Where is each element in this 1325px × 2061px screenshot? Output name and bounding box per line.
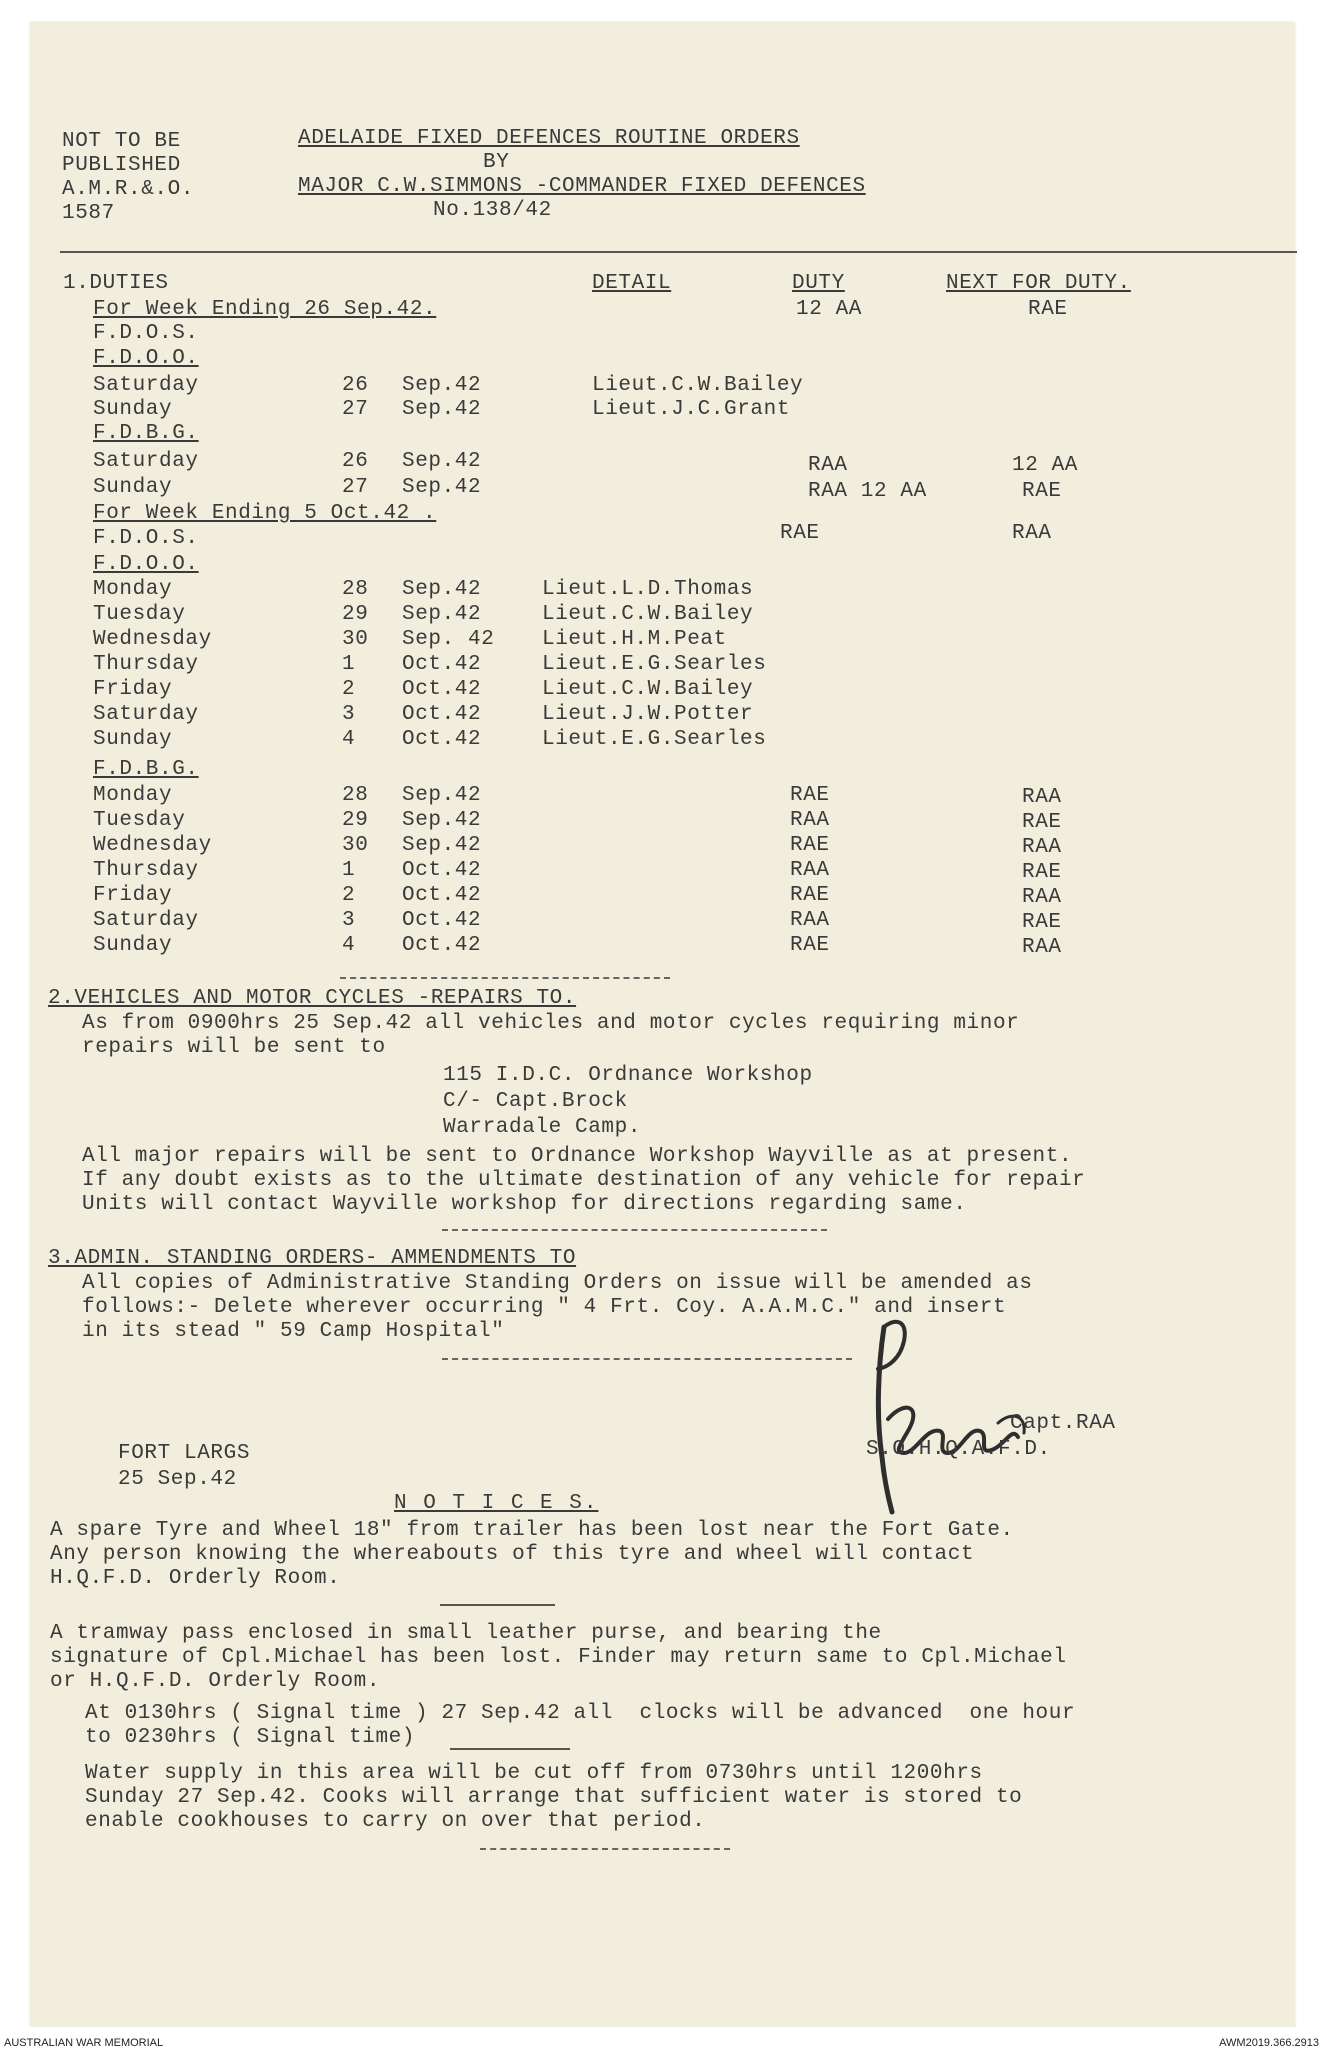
vehicles-address-2: C/- Capt.Brock <box>443 1090 628 1113</box>
footer <box>0 2027 1325 2061</box>
notice-water-line-3: enable cookhouses to carry on over that period. <box>85 1810 706 1833</box>
w2-fdbg-next-4: RAA <box>1022 886 1062 909</box>
page-title: ADELAIDE FIXED DEFENCES ROUTINE ORDERS <box>298 127 800 150</box>
w1-fdbg-next-0: 12 AA <box>1012 454 1079 477</box>
w2-fdoo-day-6: Sunday <box>93 728 173 751</box>
header-divider <box>60 251 1297 253</box>
w2-fdoo-detail-2: Lieut.H.M.Peat <box>542 628 727 651</box>
w2-fdbg-next-5: RAE <box>1022 911 1062 934</box>
notice-water-line-1: Water supply in this area will be cut off from 0730hrs until 1200hrs <box>85 1762 983 1785</box>
w2-fdoo-month-0: Sep.42 <box>402 578 482 601</box>
place-name: FORT LARGS <box>118 1442 251 1465</box>
w2-fdbg-next-0: RAA <box>1022 786 1062 809</box>
w2-fdbg-date-0: 28 <box>342 784 369 807</box>
w2-fdbg-month-0: Sep.42 <box>402 784 482 807</box>
duties-heading: 1.DUTIES <box>63 272 169 295</box>
week2-fdbg: F.D.B.G. <box>93 758 199 781</box>
w1-fdbg-month-0: Sep.42 <box>402 450 482 473</box>
w1-fdbg-duty-1: RAA 12 AA <box>808 480 927 503</box>
vehicles-line-2: repairs will be sent to <box>82 1036 386 1059</box>
w2-fdbg-day-4: Friday <box>93 884 173 907</box>
col-next-header: NEXT FOR DUTY. <box>946 272 1131 295</box>
restriction-line-4: 1587 <box>62 202 115 225</box>
w2-fdbg-day-1: Tuesday <box>93 809 186 832</box>
w2-fdoo-date-3: 1 <box>342 653 356 676</box>
signature-office: S.O.H.Q.A.F.D. <box>866 1438 1051 1461</box>
w2-fdoo-month-5: Oct.42 <box>402 703 482 726</box>
w2-fdbg-day-5: Saturday <box>93 909 199 932</box>
notice-purse-line-3: or H.Q.F.D. Orderly Room. <box>50 1670 381 1693</box>
w2-fdoo-date-2: 30 <box>342 628 369 651</box>
admin-heading: 3.ADMIN. STANDING ORDERS- AMMENDMENTS TO <box>48 1247 577 1270</box>
w2-fdbg-month-5: Oct.42 <box>402 909 482 932</box>
week1-duty: 12 AA <box>796 298 863 321</box>
vehicles-address-1: 115 I.D.C. Ordnance Workshop <box>443 1064 813 1087</box>
w2-fdoo-detail-3: Lieut.E.G.Searles <box>542 653 767 676</box>
week2-next: RAA <box>1012 522 1052 545</box>
notice-purse-line-1: A tramway pass enclosed in small leather purse, and bearing the <box>50 1622 882 1645</box>
footer-accession-number: AWM2019.366.2913 <box>1219 2037 1319 2049</box>
w2-fdbg-date-2: 30 <box>342 834 369 857</box>
w2-fdbg-month-1: Sep.42 <box>402 809 482 832</box>
w2-fdbg-duty-6: RAE <box>790 934 830 957</box>
notice-tyre-line-2: Any person knowing the whereabouts of this tyre and wheel will contact <box>50 1543 975 1566</box>
admin-line-3: in its stead " 59 Camp Hospital" <box>82 1320 505 1343</box>
notice-tyre-line-1: A spare Tyre and Wheel 18" from trailer has been lost near the Fort Gate. <box>50 1519 1014 1542</box>
w2-fdbg-duty-0: RAE <box>790 784 830 807</box>
w2-fdbg-next-2: RAA <box>1022 836 1062 859</box>
w2-fdoo-date-0: 28 <box>342 578 369 601</box>
w1-fdoo-day-1: Sunday <box>93 398 173 421</box>
w2-fdoo-date-1: 29 <box>342 603 369 626</box>
w2-fdoo-detail-4: Lieut.C.W.Bailey <box>542 678 754 701</box>
restriction-line-2: PUBLISHED <box>62 154 181 177</box>
week1-fdbg: F.D.B.G. <box>93 422 199 445</box>
signature-rank: Capt.RAA <box>1010 1412 1116 1435</box>
notice-tyre-line-3: H.Q.F.D. Orderly Room. <box>50 1567 341 1590</box>
admin-line-2: follows:- Delete wherever occurring " 4 Frt. Coy. A.A.M.C." and insert <box>82 1296 1007 1319</box>
w2-fdoo-date-5: 3 <box>342 703 356 726</box>
restriction-line-3: A.M.R.&.O. <box>62 178 195 201</box>
notice-divider-2 <box>450 1748 570 1750</box>
w2-fdbg-duty-5: RAA <box>790 909 830 932</box>
w2-fdoo-day-5: Saturday <box>93 703 199 726</box>
w2-fdbg-duty-1: RAA <box>790 809 830 832</box>
vehicles-line-5: Units will contact Wayville workshop for directions regarding same. <box>82 1193 967 1216</box>
col-duty-header: DUTY <box>792 272 845 295</box>
w1-fdbg-date-1: 27 <box>342 476 369 499</box>
w2-fdoo-day-0: Monday <box>93 578 173 601</box>
w1-fdoo-date-1: 27 <box>342 398 369 421</box>
admin-line-1: All copies of Administrative Standing Orders on issue will be amended as <box>82 1272 1033 1295</box>
w2-fdoo-detail-1: Lieut.C.W.Bailey <box>542 603 754 626</box>
w1-fdbg-duty-0: RAA <box>808 454 848 477</box>
w1-fdoo-month-0: Sep.42 <box>402 374 482 397</box>
col-detail-header: DETAIL <box>592 272 672 295</box>
order-number: No.138/42 <box>433 199 552 222</box>
document-page <box>30 22 1295 2027</box>
w2-fdoo-month-3: Oct.42 <box>402 653 482 676</box>
w2-fdbg-duty-4: RAE <box>790 884 830 907</box>
w2-fdbg-date-4: 2 <box>342 884 356 907</box>
w2-fdbg-day-0: Monday <box>93 784 173 807</box>
w2-fdbg-month-3: Oct.42 <box>402 859 482 882</box>
commander-line: MAJOR C.W.SIMMONS -COMMANDER FIXED DEFENCES <box>298 175 866 198</box>
vehicles-line-3: All major repairs will be sent to Ordnance Workshop Wayville as at present. <box>82 1145 1073 1168</box>
place-date: 25 Sep.42 <box>118 1468 237 1491</box>
w2-fdbg-day-3: Thursday <box>93 859 199 882</box>
notices-heading: N O T I C E S. <box>394 1492 599 1515</box>
w2-fdbg-month-2: Sep.42 <box>402 834 482 857</box>
w2-fdoo-month-1: Sep.42 <box>402 603 482 626</box>
w2-fdoo-date-6: 4 <box>342 728 356 751</box>
w1-fdbg-next-1: RAE <box>1022 480 1062 503</box>
w2-fdbg-month-4: Oct.42 <box>402 884 482 907</box>
w2-fdbg-date-5: 3 <box>342 909 356 932</box>
vehicles-heading: 2.VEHICLES AND MOTOR CYCLES -REPAIRS TO. <box>48 987 577 1010</box>
notice-divider-1 <box>440 1604 555 1606</box>
week1-fdoo: F.D.O.O. <box>93 347 199 370</box>
week1-label: For Week Ending 26 Sep.42. <box>93 298 437 321</box>
w1-fdbg-month-1: Sep.42 <box>402 476 482 499</box>
week1-next: RAE <box>1028 298 1068 321</box>
notice-purse-line-2: signature of Cpl.Michael has been lost. Finder may return same to Cpl.Michael <box>50 1646 1067 1669</box>
week2-fdoo: F.D.O.O. <box>93 553 199 576</box>
w1-fdbg-day-1: Sunday <box>93 476 173 499</box>
w2-fdbg-date-3: 1 <box>342 859 356 882</box>
w2-fdoo-day-2: Wednesday <box>93 628 212 651</box>
week2-fdos: F.D.O.S. <box>93 527 199 550</box>
w2-fdbg-date-1: 29 <box>342 809 369 832</box>
w2-fdbg-month-6: Oct.42 <box>402 934 482 957</box>
notice-clocks-line-2: to 0230hrs ( Signal time) <box>85 1726 416 1749</box>
w2-fdoo-month-6: Oct.42 <box>402 728 482 751</box>
w1-fdbg-date-0: 26 <box>342 450 369 473</box>
notices-end-rule <box>480 1848 730 1850</box>
notice-clocks-line-1: At 0130hrs ( Signal time ) 27 Sep.42 all clocks will be advanced one hour <box>85 1702 1076 1725</box>
notice-water-line-2: Sunday 27 Sep.42. Cooks will arrange that sufficient water is stored to <box>85 1786 1023 1809</box>
w2-fdbg-day-2: Wednesday <box>93 834 212 857</box>
w2-fdoo-day-1: Tuesday <box>93 603 186 626</box>
title-by: BY <box>483 151 510 174</box>
w1-fdoo-month-1: Sep.42 <box>402 398 482 421</box>
w2-fdbg-duty-2: RAE <box>790 834 830 857</box>
week2-label: For Week Ending 5 Oct.42 . <box>93 502 437 525</box>
w1-fdoo-day-0: Saturday <box>93 374 199 397</box>
w2-fdoo-date-4: 2 <box>342 678 356 701</box>
w1-fdoo-detail-1: Lieut.J.C.Grant <box>592 398 791 421</box>
section2-end-rule <box>442 1229 827 1231</box>
w2-fdbg-day-6: Sunday <box>93 934 173 957</box>
w1-fdoo-detail-0: Lieut.C.W.Bailey <box>592 374 804 397</box>
w2-fdoo-detail-5: Lieut.J.W.Potter <box>542 703 754 726</box>
week2-duty: RAE <box>780 522 820 545</box>
w2-fdbg-duty-3: RAA <box>790 859 830 882</box>
week1-fdos: F.D.O.S. <box>93 322 199 345</box>
w2-fdbg-next-1: RAE <box>1022 811 1062 834</box>
w2-fdoo-month-4: Oct.42 <box>402 678 482 701</box>
vehicles-address-3: Warradale Camp. <box>443 1116 642 1139</box>
restriction-line-1: NOT TO BE <box>62 130 181 153</box>
w2-fdbg-date-6: 4 <box>342 934 356 957</box>
w2-fdoo-month-2: Sep. 42 <box>402 628 495 651</box>
w2-fdoo-day-4: Friday <box>93 678 173 701</box>
w2-fdoo-detail-0: Lieut.L.D.Thomas <box>542 578 754 601</box>
w2-fdbg-next-3: RAE <box>1022 861 1062 884</box>
vehicles-line-1: As from 0900hrs 25 Sep.42 all vehicles and motor cycles requiring minor <box>82 1012 1020 1035</box>
w2-fdoo-detail-6: Lieut.E.G.Searles <box>542 728 767 751</box>
vehicles-line-4: If any doubt exists as to the ultimate destination of any vehicle for repair <box>82 1169 1086 1192</box>
footer-archive-name: AUSTRALIAN WAR MEMORIAL <box>4 2037 164 2049</box>
section1-end-rule <box>340 977 670 979</box>
w2-fdoo-day-3: Thursday <box>93 653 199 676</box>
w2-fdbg-next-6: RAA <box>1022 936 1062 959</box>
section3-end-rule <box>442 1358 852 1360</box>
w1-fdbg-day-0: Saturday <box>93 450 199 473</box>
w1-fdoo-date-0: 26 <box>342 374 369 397</box>
